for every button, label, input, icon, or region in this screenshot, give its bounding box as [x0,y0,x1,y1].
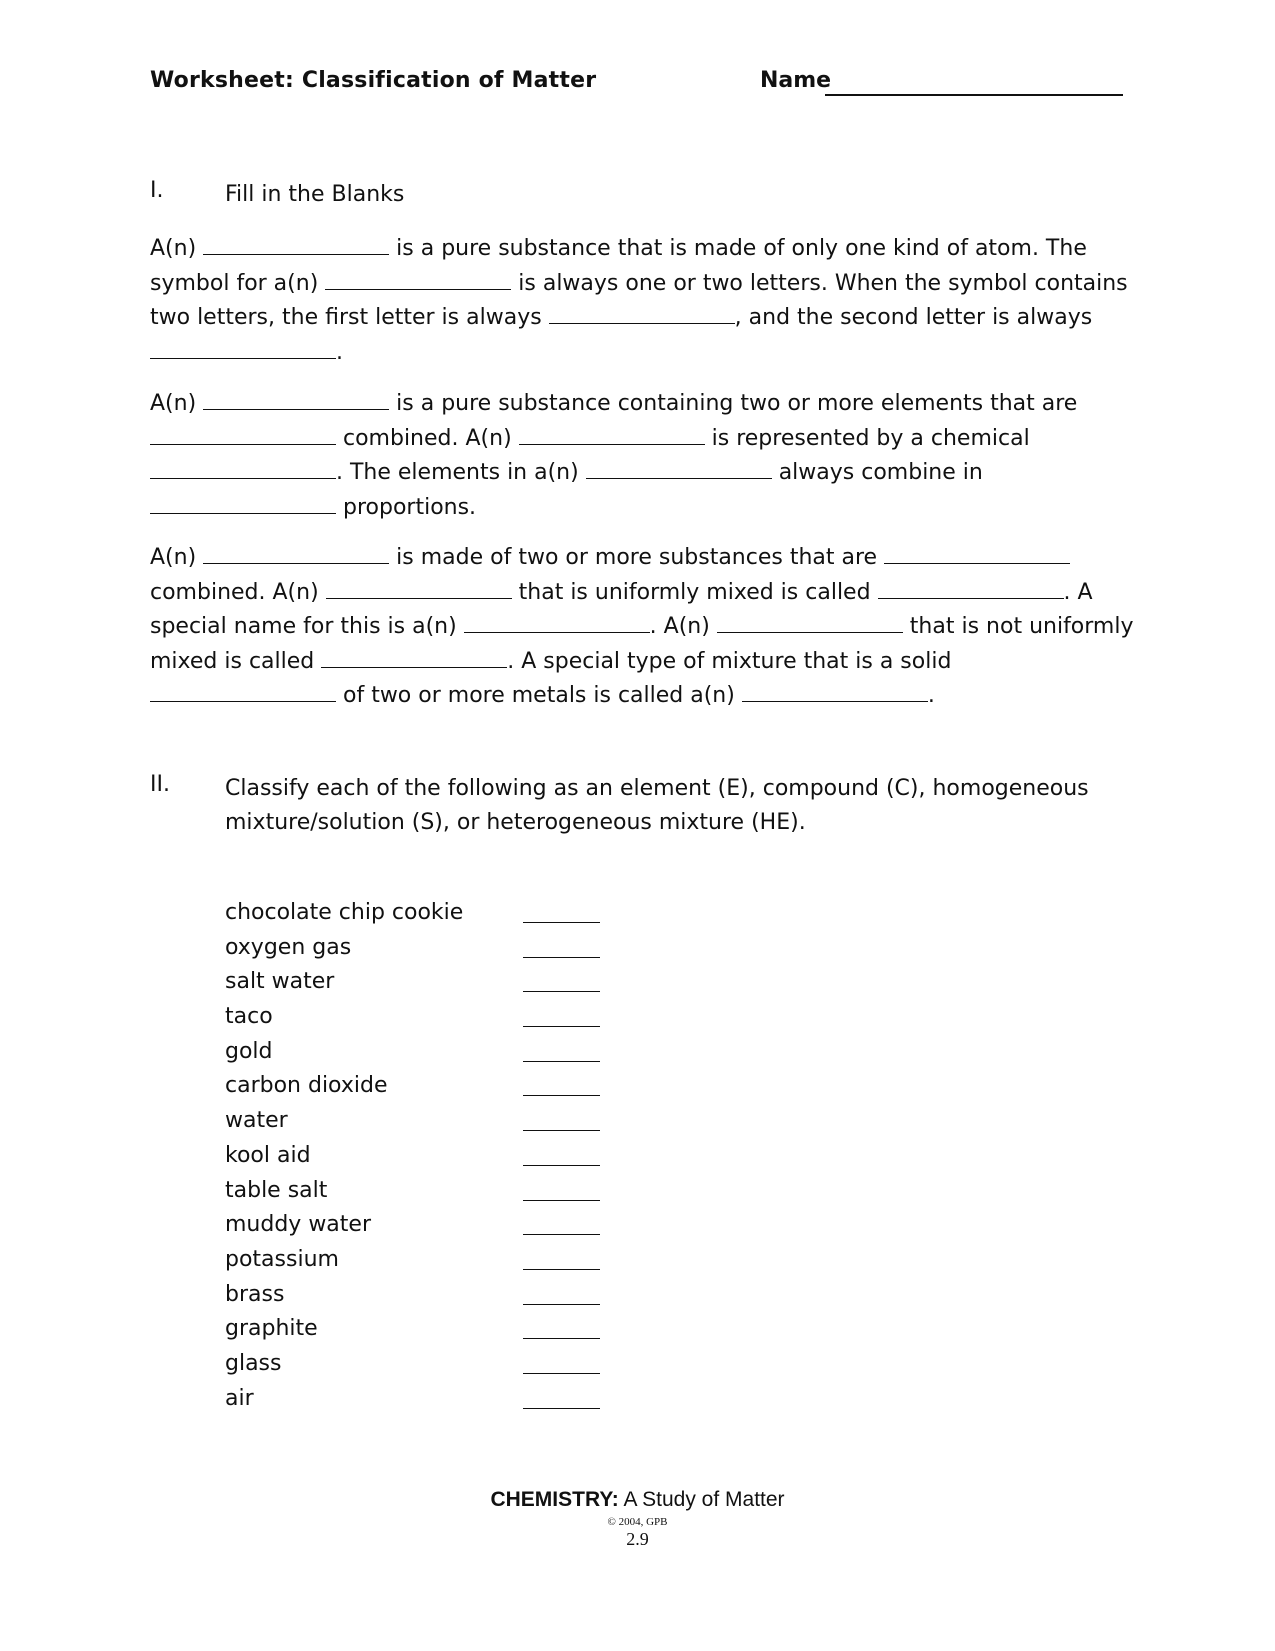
list-item [225,1073,625,1108]
item-label: chocolate chip cookie [225,900,464,925]
item-label: glass [225,1350,282,1376]
paragraph-text: combined. A(n) [336,425,519,451]
item-label: potassium [225,1246,339,1272]
answer-blank[interactable] [203,389,389,410]
paragraph-text: always combine in [771,460,983,485]
classification-blank[interactable] [523,957,600,958]
paragraph-text: of two or more metals is called a(n) [336,683,742,708]
classification-blank[interactable] [523,1200,600,1201]
answer-blank[interactable] [203,234,389,255]
answer-blank[interactable] [150,458,336,479]
paragraph-text: . The elements in a(n) [336,460,586,485]
answer-blank[interactable] [326,578,512,599]
item-label: water [225,1108,288,1134]
list-item [225,1247,625,1282]
answer-blank[interactable] [884,543,1070,564]
worksheet-title: Worksheet: Classification of Matter [150,68,597,93]
item-label: carbon dioxide [225,1073,388,1099]
paragraph-text: is a pure substance containing two or more elements that are [389,391,1078,416]
item-label: air [225,1385,254,1411]
page-number: 2.9 [626,1529,649,1549]
classification-blank[interactable] [523,922,600,923]
classification-blank[interactable] [523,1304,600,1305]
paragraph-text: is a pure substance that is made of only one kind of atom. The symbol for a(n) [150,236,1087,296]
classification-blank[interactable] [523,1338,600,1339]
worksheet-header [150,68,1125,108]
section-2-instructions: Classify each of the following as an element (E), compound (C), homogeneous mixture/solution (S), or heterogeneous mixture (HE). [225,776,1089,835]
answer-blank[interactable] [742,681,928,702]
list-item [225,1282,625,1317]
classification-blank[interactable] [523,1373,600,1374]
classification-list [225,900,625,1420]
fill-blank-paragraph-1 [150,232,1135,370]
paragraph-text: is represented by a chemical [704,425,1030,451]
copyright-text: © 2004, GPB [607,1516,668,1528]
item-label: brass [225,1281,285,1307]
item-label: graphite [225,1316,318,1342]
classification-blank[interactable] [523,1095,600,1096]
paragraph-text: A(n) [150,545,204,570]
paragraph-text: that is uniformly mixed is called [511,579,878,605]
book-title-rest: A Study of Matter [618,1488,785,1511]
section-1-number: I. [150,178,164,203]
list-item [225,1316,625,1351]
answer-blank[interactable] [321,647,507,668]
item-label: oxygen gas [225,934,352,960]
paragraph-text: A(n) [150,236,204,261]
answer-blank[interactable] [519,424,705,445]
classification-blank[interactable] [523,1026,600,1027]
answer-blank[interactable] [586,458,772,479]
name-field-line[interactable] [825,94,1123,96]
list-item [225,969,625,1004]
item-label: taco [225,1004,273,1030]
list-item [225,1108,625,1143]
book-title [0,1488,1275,1512]
paragraph-text: is always one or two letters. When the symbol contains two letters, the first letter is always [150,270,1128,330]
list-item [225,1212,625,1247]
paragraph-text: . A(n) [649,614,717,639]
item-label: gold [225,1038,273,1064]
list-item [225,935,625,970]
answer-blank[interactable] [464,612,650,633]
paragraph-text: , and the second letter is always [734,305,1093,330]
answer-blank[interactable] [150,493,336,514]
name-label: Name [760,68,832,93]
item-label: table salt [225,1177,328,1203]
paragraph-text: . A special type of mixture that is a solid [507,648,952,674]
classification-blank[interactable] [523,991,600,992]
answer-blank[interactable] [150,338,336,359]
classification-blank[interactable] [523,1269,600,1270]
answer-blank[interactable] [878,578,1064,599]
paragraph-text: A(n) [150,391,204,416]
answer-blank[interactable] [150,681,336,702]
classification-blank[interactable] [523,1408,600,1409]
answer-blank[interactable] [203,543,389,564]
paragraph-text: . [927,683,935,708]
list-item [225,1039,625,1074]
paragraph-text: . [336,339,343,365]
classification-blank[interactable] [523,1130,600,1131]
list-item [225,1351,625,1386]
fill-blank-paragraph-3 [150,541,1135,714]
answer-blank[interactable] [325,269,511,290]
answer-blank[interactable] [150,424,336,445]
list-item [225,1386,625,1421]
book-title-bold: CHEMISTRY: [490,1488,619,1511]
list-item [225,1004,625,1039]
list-item [225,1143,625,1178]
classification-blank[interactable] [523,1165,600,1166]
section-2-number: II. [150,772,170,797]
section-1-title: Fill in the Blanks [225,182,405,207]
list-item [225,1178,625,1213]
paragraph-text: . A special name for this is a(n) [150,579,1093,639]
page-footer [0,1488,1275,1550]
item-label: muddy water [225,1212,371,1238]
paragraph-text: proportions. [336,494,477,520]
paragraph-text: combined. A(n) [150,579,326,605]
answer-blank[interactable] [717,612,903,633]
item-label: salt water [225,969,335,995]
fill-blank-paragraph-2 [150,387,1135,525]
classification-blank[interactable] [523,1061,600,1062]
list-item [225,900,625,935]
answer-blank[interactable] [549,303,735,324]
paragraph-text: is made of two or more substances that are [389,545,885,570]
classification-blank[interactable] [523,1234,600,1235]
item-label: kool aid [225,1142,311,1168]
paragraph-text: that is not uniformly mixed is called [150,614,1134,674]
